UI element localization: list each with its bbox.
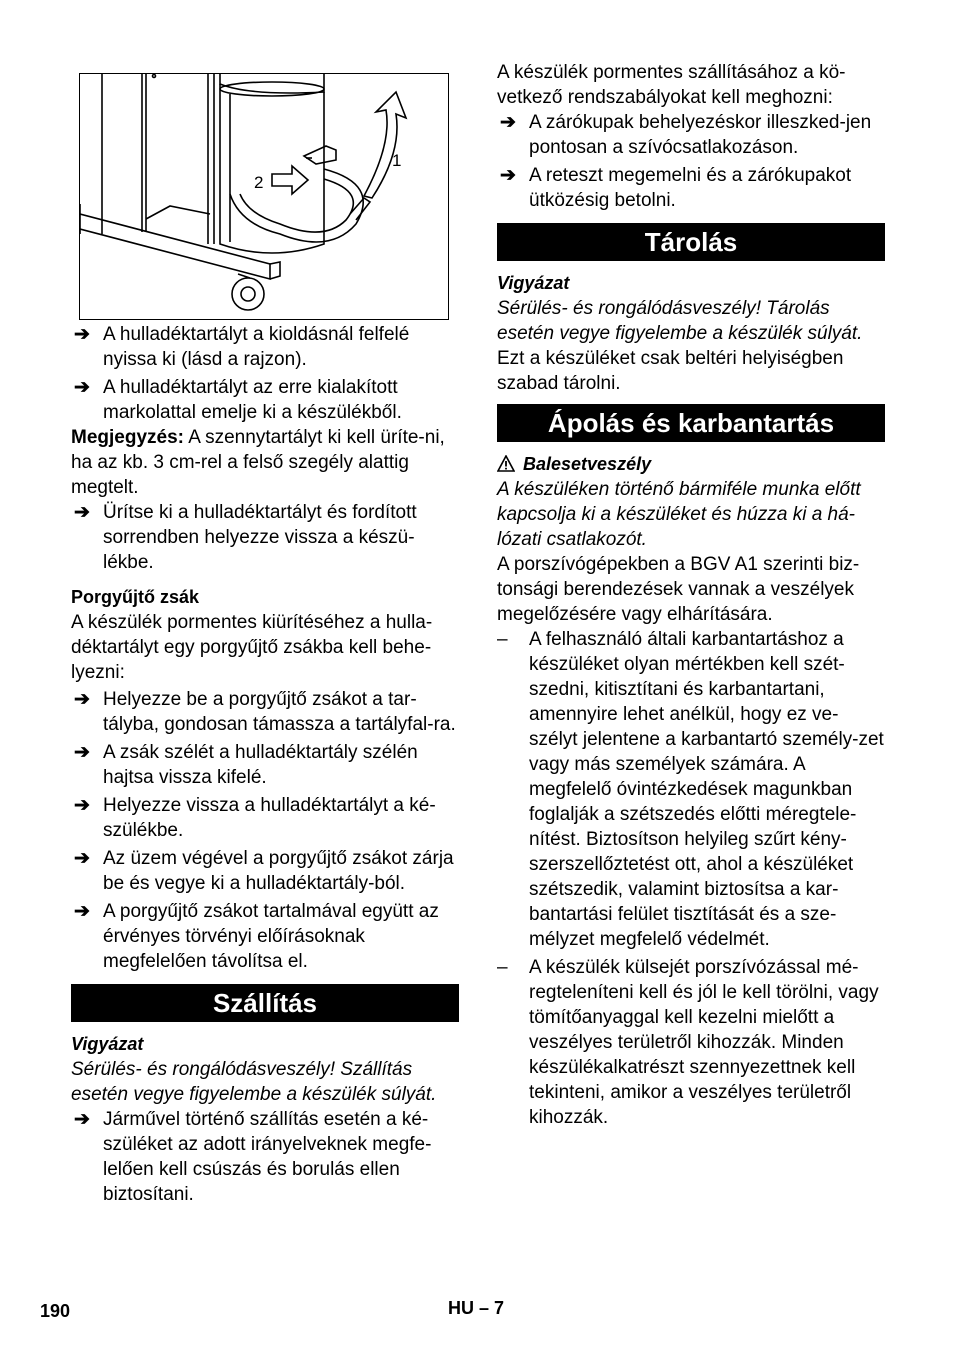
section-subheading: Porgyűjtő zsák — [71, 587, 200, 607]
list-item: ➔ A zárókupak behelyezéskor illeszked-jen pontosan a szívócsatlakozáson. — [500, 112, 872, 158]
danger-text: A készüléken történő bármiféle munka előtt kapcsolja ki a készüléket és húzza ki a há-lózati csatlakozót. — [497, 479, 861, 550]
list-item: ➔ Járművel történő szállítás esetén a ké-szüléket az adott irányelveknek megfe-lelően kell csúszás és borulás ellen biztosítani. — [74, 1109, 432, 1205]
paragraph: A készülék pormentes kiürítéséhez a hulla-déktartályt egy porgyűjtő zsákba kell behe-lyezni: — [71, 612, 433, 683]
list-item: ➔ Az üzem végével a porgyűjtő zsákot zárja be és vegye ki a hulladéktartály-ból. — [74, 848, 454, 894]
arrow-right-icon: ➔ — [74, 795, 90, 816]
danger-label: Balesetveszély — [497, 452, 885, 477]
arrow-right-icon: ➔ — [74, 377, 90, 398]
arrow-right-icon: ➔ — [500, 112, 516, 133]
list-item: ➔ A hulladéktartályt a kioldásnál felfelé nyissa ki (lásd a rajzon). — [74, 324, 410, 370]
arrow-right-icon: ➔ — [74, 689, 90, 710]
arrow-right-icon: ➔ — [74, 502, 90, 523]
list-item: ➔ Ürítse ki a hulladéktartályt és fordított sorrendben helyezze vissza a készü-lékbe. — [74, 502, 417, 573]
list-item: ➔ A hulladéktartályt az erre kialakított markolattal emelje ki a készülékből. — [74, 377, 402, 423]
left-column — [71, 322, 459, 1207]
list-item: ➔ A zsák szélét a hulladéktartály szélén hajtsa vissza kifelé. — [74, 742, 418, 788]
caution-label: Vigyázat — [71, 1034, 144, 1054]
paragraph: Ezt a készüléket csak beltéri helyiségben szabad tárolni. — [497, 348, 844, 394]
list-item: – A készülék külsejét porszívózással mé-regteleníteni kell és jól le kell törölni, vagy tömítőanyaggal kell kezelni mielőtt a veszélyes területről kihozzák. Minden készülékalkatrészt szennyezettnek kell tekinteni, amikor a veszélyes területről kihozzák. — [497, 957, 879, 1128]
list-item: ➔ A reteszt megemelni és a zárókupakot ütközésig betolni. — [500, 165, 852, 211]
right-column — [497, 60, 885, 1130]
note: Megjegyzés: A szennytartályt ki kell üríte-ni, ha az kb. 3 cm-rel a felső szegély alattig megtelt. — [71, 427, 445, 498]
paragraph: A porszívógépekben a BGV A1 szerinti biz-tonsági berendezések vannak a veszélyek megelőzésére vagy elhárítására. — [497, 554, 860, 625]
arrow-right-icon: ➔ — [74, 848, 90, 869]
dash-bullet: – — [497, 957, 508, 978]
paragraph: A készülék pormentes szállításához a kö-vetkező rendszabályokat kell meghozni: — [497, 62, 846, 108]
caution-text: Sérülés- és rongálódásveszély! Tárolás esetén vegye figyelembe a készülék súlyát. — [497, 298, 863, 344]
arrow-right-icon: ➔ — [74, 742, 90, 763]
list-item: – A felhasználó általi karbantartáshoz a készüléket olyan mértékben kell szét-szedni, kitisztítani és karbantartani, amennyire lehet anélkül, hogy ez ve-szélyt jelentene a karbantartó személy-zet vagy más személyek számára. A megfelelő óvintézkedések magunkban foglalják a szétszedés előtti méregtele-nítést. Biztosítson helyileg szűrt kény-szerszellőztetést ott, ahol a készüléket szétszedik, valamint biztosítsa a kar-bantartási felület tisztítását és a sze-mélyzet megfelelő védelmét. — [497, 629, 884, 950]
section-heading-transport: Szállítás — [71, 984, 459, 1022]
arrow-right-icon: ➔ — [500, 165, 516, 186]
caution-text: Sérülés- és rongálódásveszély! Szállítás esetén vegye figyelembe a készülék súlyát. — [71, 1059, 437, 1105]
device-illustration — [79, 73, 449, 320]
list-item: ➔ A porgyűjtő zsákot tartalmával együtt az érvényes törvényi előírásoknak megfelelően távolítsa el. — [74, 901, 439, 972]
arrow-right-icon: ➔ — [74, 901, 90, 922]
caution-label: Vigyázat — [497, 273, 570, 293]
list-item: ➔ Helyezze be a porgyűjtő zsákot a tar-tályba, gondosan támassza a tartályfal-ra. — [74, 689, 456, 735]
warning-triangle-icon — [497, 455, 515, 472]
arrow-right-icon: ➔ — [74, 324, 90, 345]
dash-bullet: – — [497, 629, 508, 650]
list-item: ➔ Helyezze vissza a hulladéktartályt a ké-szülékbe. — [74, 795, 436, 841]
arrow-right-icon: ➔ — [74, 1109, 90, 1130]
language-page-label: HU – 7 — [448, 1298, 505, 1318]
section-heading-storage: Tárolás — [497, 223, 885, 261]
vacuum-drawing — [80, 74, 449, 320]
callout-1: 1 — [392, 151, 402, 170]
page-number: 190 — [40, 1301, 71, 1321]
callout-2: 2 — [254, 173, 264, 192]
section-heading-care: Ápolás és karbantartás — [497, 404, 885, 442]
